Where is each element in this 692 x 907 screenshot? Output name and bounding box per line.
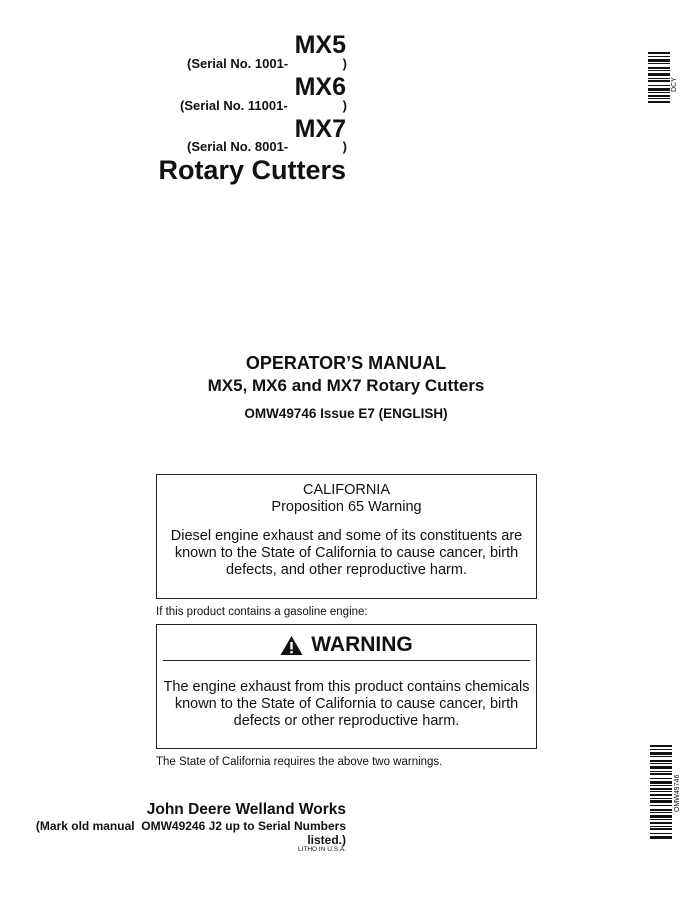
manual-issue: OMW49746 Issue E7 (ENGLISH) bbox=[244, 406, 448, 421]
mark-old-manual-line-1: (Mark old manual OMW49246 J2 up to Serial Numbers bbox=[35, 819, 346, 833]
warning-body-line-2: known to the State of California to cause cancer, birth bbox=[174, 696, 519, 712]
gasoline-note: If this product contains a gasoline engine: bbox=[156, 606, 368, 618]
top-barcode bbox=[648, 52, 670, 110]
company-name: John Deere Welland Works bbox=[146, 801, 346, 818]
serial-mx5 bbox=[187, 57, 347, 70]
bottom-barcode-label: OMW49746 bbox=[674, 774, 681, 812]
manual-heading: OPERATOR’S MANUAL bbox=[245, 353, 447, 373]
manual-subtitle: MX5, MX6 and MX7 Rotary Cutters bbox=[207, 376, 485, 395]
california-body-line-1: Diesel engine exhaust and some of its constituents are bbox=[170, 528, 523, 544]
litho-label: LITHO IN U.S.A. bbox=[297, 846, 346, 853]
warning-title: WARNING bbox=[311, 633, 413, 656]
california-warning-box bbox=[156, 474, 537, 599]
model-mx6-title: MX6 bbox=[294, 73, 346, 101]
serial-mx5-close: ) bbox=[342, 56, 347, 71]
top-barcode-label: DCY bbox=[671, 77, 678, 92]
warning-body-line-3: defects or other reproductive harm. bbox=[233, 713, 460, 729]
serial-mx5-prefix: (Serial No. 1001- bbox=[187, 56, 289, 71]
serial-mx6-prefix: (Serial No. 11001- bbox=[180, 98, 288, 113]
california-body-line-2: known to the State of California to cause cancer, birth bbox=[174, 545, 519, 561]
model-mx7-title: MX7 bbox=[294, 115, 346, 143]
state-requirement-note: The State of California requires the above two warnings. bbox=[156, 756, 443, 768]
california-heading: CALIFORNIA bbox=[302, 482, 390, 498]
warning-triangle-icon bbox=[280, 635, 303, 656]
serial-mx6-close: ) bbox=[342, 98, 347, 113]
gasoline-warning-box bbox=[156, 624, 537, 749]
mark-old-manual-line-2: listed.) bbox=[307, 833, 346, 847]
product-title: Rotary Cutters bbox=[158, 155, 346, 185]
model-mx5-title: MX5 bbox=[294, 31, 346, 59]
warning-header bbox=[163, 634, 530, 661]
prop65-heading: Proposition 65 Warning bbox=[271, 499, 422, 515]
bottom-barcode bbox=[650, 745, 672, 850]
serial-mx7 bbox=[187, 140, 347, 153]
serial-mx6 bbox=[180, 99, 347, 112]
warning-body-line-1: The engine exhaust from this product contains chemicals bbox=[163, 679, 530, 695]
california-body-line-3: defects, and other reproductive harm. bbox=[226, 562, 467, 578]
serial-mx7-prefix: (Serial No. 8001- bbox=[187, 139, 289, 154]
serial-mx7-close: ) bbox=[342, 139, 347, 154]
